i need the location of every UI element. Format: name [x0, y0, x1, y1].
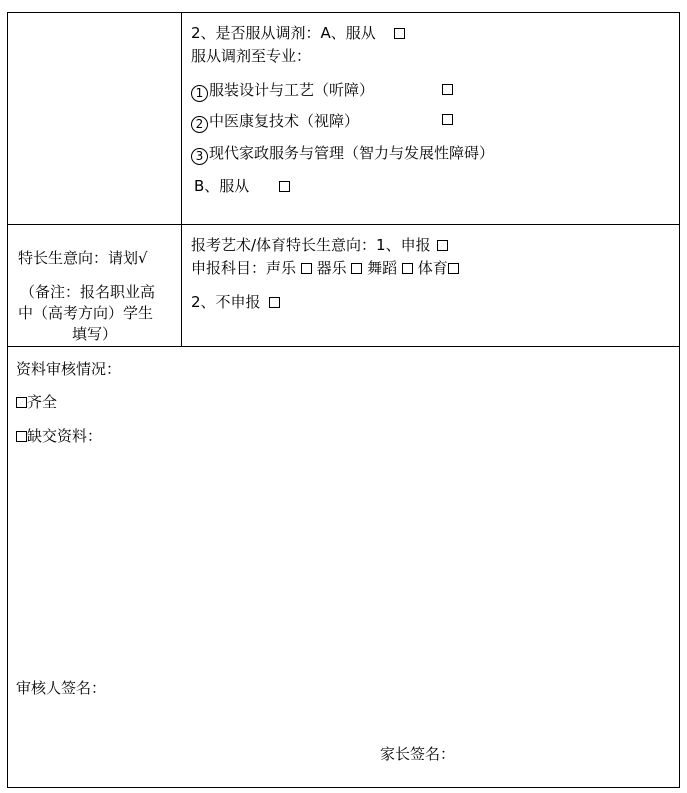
major-1-checkbox[interactable] [442, 84, 453, 95]
option-b-checkbox[interactable] [279, 181, 290, 192]
talent-note-line-3: 填写） [71, 325, 117, 343]
talent-subjects-line [191, 259, 459, 277]
talent-note-line-1: （备注：报名职业高 [20, 283, 156, 301]
accept-adjust-checkbox[interactable] [394, 28, 405, 39]
major-name-1: 服装设计与工艺（听障） [209, 81, 375, 99]
review-missing-line [16, 427, 102, 445]
talent-apply-line [191, 236, 448, 254]
reviewer-signature-label: 审核人签名： [16, 679, 107, 697]
major-number-3: 3 [191, 148, 208, 165]
talent-apply-checkbox[interactable] [437, 240, 448, 251]
talent-no-apply-line [191, 293, 280, 311]
subject-dance-checkbox[interactable] [402, 263, 413, 274]
major-number-1: 1 [191, 85, 208, 102]
no-apply-label: 2、不申报 [191, 293, 261, 311]
complete-checkbox[interactable] [16, 397, 27, 408]
major-number-2: 2 [191, 116, 208, 133]
missing-checkbox[interactable] [16, 431, 27, 442]
missing-label: 缺交资料： [27, 427, 103, 445]
row-divider-1 [8, 224, 679, 225]
major-option-3 [191, 144, 494, 165]
review-complete-line [16, 393, 57, 411]
adjust-question: 2、是否服从调剂：A、服从 [191, 24, 376, 42]
no-apply-checkbox[interactable] [269, 297, 280, 308]
option-b-label: B、服从 [194, 177, 250, 195]
review-title: 资料审核情况： [16, 360, 122, 378]
option-b-line [194, 177, 290, 195]
subject-vocal-checkbox[interactable] [301, 263, 312, 274]
subject-dance: 舞蹈 [367, 259, 398, 277]
column-divider [181, 13, 182, 346]
subjects-label: 申报科目： [191, 259, 267, 277]
adjust-to-label: 服从调剂至专业： [191, 47, 312, 65]
complete-label: 齐全 [27, 393, 58, 411]
subject-sports: 体育 [417, 259, 448, 277]
talent-apply-label: 报考艺术/体育特长生意向：1、申报 [191, 236, 431, 254]
subject-instrument-checkbox[interactable] [351, 263, 362, 274]
major-option-1 [191, 81, 374, 102]
form-table [7, 12, 680, 788]
major-option-2 [191, 112, 359, 133]
major-2-checkbox[interactable] [442, 114, 453, 125]
subject-sports-checkbox[interactable] [448, 263, 459, 274]
parent-signature-label: 家长签名： [380, 745, 456, 763]
major-name-3: 现代家政服务与管理（智力与发展性障碍） [209, 144, 495, 162]
talent-note-line-2: 中（高考方向）学生 [18, 304, 154, 322]
major-name-2: 中医康复技术（视障） [209, 112, 360, 130]
subject-vocal: 声乐 [266, 259, 297, 277]
talent-left-label: 特长生意向：请划√ [18, 249, 148, 267]
row-divider-2 [8, 346, 679, 347]
subject-instrument: 器乐 [316, 259, 347, 277]
adjust-question-line [191, 24, 405, 42]
